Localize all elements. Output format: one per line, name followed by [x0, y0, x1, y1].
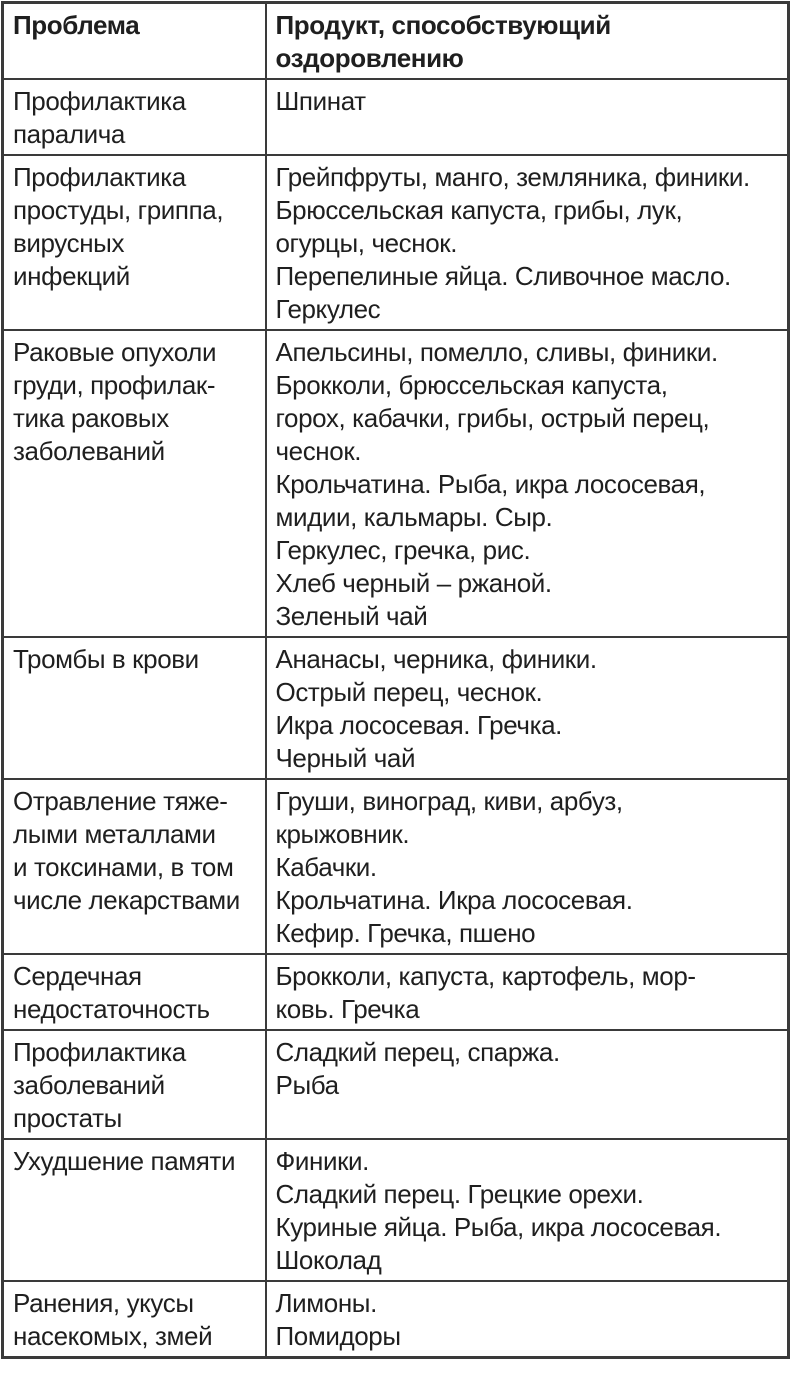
product-cell — [266, 1030, 789, 1139]
product-line: Перепелиные яйца. Сливочное масло. — [275, 261, 731, 291]
problem-cell — [3, 779, 266, 954]
product-cell — [266, 79, 789, 155]
problem-line: простаты — [13, 1103, 122, 1133]
product-line: Финики. — [275, 1146, 369, 1176]
problem-line: Сердечная — [13, 961, 142, 991]
col-header-problem — [3, 3, 266, 80]
problem-line: Раковые опухоли — [13, 337, 217, 367]
product-line: Апельсины, помелло, сливы, финики. — [275, 337, 718, 367]
table-row — [3, 637, 789, 779]
product-line: Шоколад — [275, 1245, 382, 1275]
product-cell — [266, 637, 789, 779]
problem-line: груди, профилак- — [13, 370, 216, 400]
problem-line: заболеваний — [13, 436, 165, 466]
product-line: Лимоны. — [275, 1288, 377, 1318]
product-line: Шпинат — [275, 86, 366, 116]
product-line: Рыба — [275, 1070, 339, 1100]
problem-cell — [3, 155, 266, 330]
product-line: Черный чай — [275, 743, 416, 773]
problem-line: Профилактика — [13, 86, 186, 116]
header-label-product-line2: оздоровлению — [275, 43, 464, 73]
problem-line: Тромбы в крови — [13, 644, 199, 674]
table-body — [3, 79, 789, 1358]
col-header-product — [266, 3, 789, 80]
table-header-row — [3, 3, 789, 80]
problem-line: Профилактика — [13, 162, 186, 192]
problem-line: насекомых, змей — [13, 1321, 213, 1351]
product-line: Сладкий перец. Грецкие орехи. — [275, 1179, 644, 1209]
product-line: крыжовник. — [275, 819, 410, 849]
problem-line: Ранения, укусы — [13, 1288, 194, 1318]
problem-line: заболеваний — [13, 1070, 165, 1100]
problem-cell — [3, 954, 266, 1030]
problem-cell — [3, 1030, 266, 1139]
problem-line: простуды, гриппа, — [13, 195, 224, 225]
product-line: Грейпфруты, манго, земляника, финики. — [275, 162, 750, 192]
product-cell — [266, 1139, 789, 1281]
product-cell — [266, 155, 789, 330]
product-line: Крольчатина. Икра лососевая. — [275, 885, 633, 915]
product-line: Геркулес, гречка, рис. — [275, 535, 531, 565]
problem-cell — [3, 330, 266, 637]
product-cell — [266, 330, 789, 637]
product-cell — [266, 954, 789, 1030]
product-line: ковь. Гречка — [275, 994, 420, 1024]
product-line: Хлеб черный – ржаной. — [275, 568, 552, 598]
table-row — [3, 1281, 789, 1358]
problem-line: Профилактика — [13, 1037, 186, 1067]
table-row — [3, 330, 789, 637]
product-line: Брокколи, капуста, картофель, мор- — [275, 961, 696, 991]
problem-line: Отравление тяже- — [13, 786, 228, 816]
product-line: мидии, кальмары. Сыр. — [275, 502, 553, 532]
product-line: Сладкий перец, спаржа. — [275, 1037, 560, 1067]
product-line: Брюссельская капуста, грибы, лук, — [275, 195, 683, 225]
product-line: Кабачки. — [275, 852, 377, 882]
product-cell — [266, 779, 789, 954]
product-line: Зеленый чай — [275, 601, 428, 631]
product-cell — [266, 1281, 789, 1358]
problem-cell — [3, 1139, 266, 1281]
product-line: Геркулес — [275, 294, 381, 324]
header-label-product-line1: Продукт, способствующий — [275, 10, 611, 40]
health-table — [1, 1, 790, 1359]
product-line: Груши, виноград, киви, арбуз, — [275, 786, 623, 816]
problem-cell — [3, 637, 266, 779]
problem-cell — [3, 79, 266, 155]
product-line: огурцы, чеснок. — [275, 228, 458, 258]
problem-line: лыми металлами — [13, 819, 216, 849]
problem-line: Ухудшение памяти — [13, 1146, 236, 1176]
problem-line: и токсинами, в том — [13, 852, 234, 882]
table-row — [3, 79, 789, 155]
product-line: Икра лососевая. Гречка. — [275, 710, 562, 740]
table-row — [3, 1139, 789, 1281]
problem-line: вирусных — [13, 228, 125, 258]
product-line: Острый перец, чеснок. — [275, 677, 543, 707]
problem-line: недостаточность — [13, 994, 210, 1024]
problem-line: паралича — [13, 119, 125, 149]
problem-line: тика раковых — [13, 403, 169, 433]
product-line: чеснок. — [275, 436, 362, 466]
product-line: Ананасы, черника, финики. — [275, 644, 597, 674]
problem-cell — [3, 1281, 266, 1358]
product-line: Крольчатина. Рыба, икра лососевая, — [275, 469, 706, 499]
header-label-problem: Проблема — [13, 10, 140, 40]
table-row — [3, 155, 789, 330]
problem-line: числе лекарствами — [13, 885, 240, 915]
product-line: Кефир. Гречка, пшено — [275, 918, 536, 948]
table-row — [3, 779, 789, 954]
problem-line: инфекций — [13, 261, 130, 291]
product-line: Помидоры — [275, 1321, 401, 1351]
product-line: Брокколи, брюссельская капуста, — [275, 370, 668, 400]
product-line: Куриные яйца. Рыба, икра лососевая. — [275, 1212, 722, 1242]
product-line: горох, кабачки, грибы, острый перец, — [275, 403, 710, 433]
table-row — [3, 954, 789, 1030]
table-row — [3, 1030, 789, 1139]
